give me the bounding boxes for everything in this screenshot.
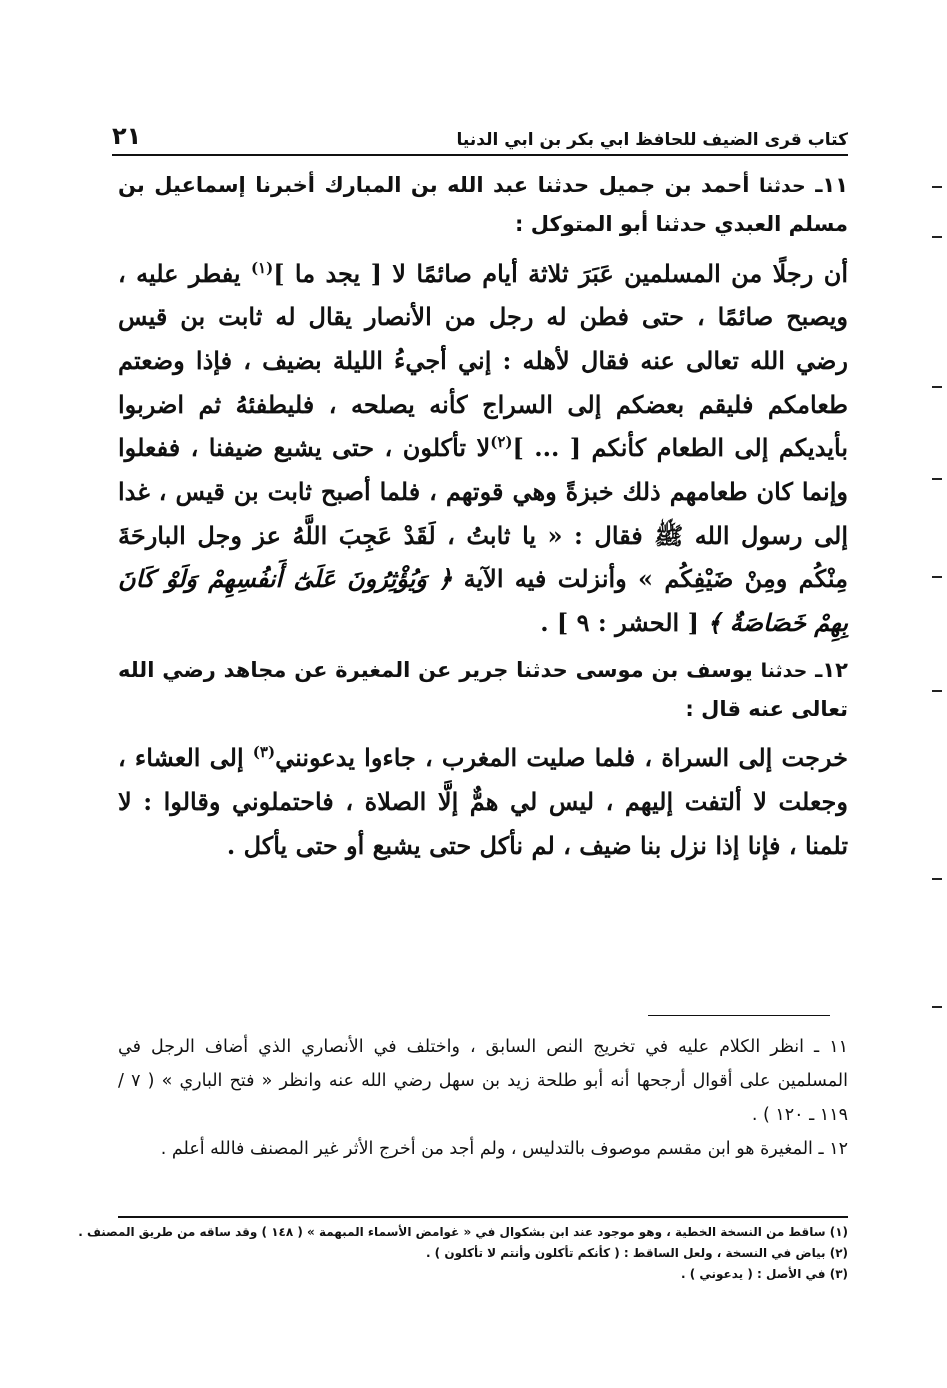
footnote-ref: (٣) [252,743,276,762]
margin-mark [932,386,942,388]
takhrij-notes [118,1030,848,1167]
hadith-number: ١٢ـ [815,657,848,682]
matn-text: أن رجلًا من المسلمين عَبَرَ ثلاثة أيام صائمًا لا [ يجد ما ] [273,258,848,288]
margin-mark [932,1006,942,1008]
note-12: ١٢ ـ المغيرة هو ابن مقسم موصوف بالتدليس ، ولم أجد من أخرج الأثر غير المصنف فالله أعلم . [160,1139,848,1160]
hadith-11-isnad [118,166,848,244]
footnote-rule [118,1216,848,1218]
footnote-2: (٢) بياض في النسخة ، ولعل الساقط : ( كأنكم تأكلون وأنتم لا تأكلون ) . [425,1246,848,1260]
note-11: ١١ ـ انظر الكلام عليه في تخريج النص السابق ، واختلف في الأنصاري الذي أضاف الرجل في المسلمين على أقوال أرجحها أنه أبو طلحة زيد بن سهل رضي الله عنه وانظر « فتح الباري » ( ٧ / ١١٩ ـ ١٢٠ ) . [118,1037,849,1126]
footnote-ref: (٢) [490,433,513,452]
notes-separator [648,1015,830,1016]
haddathana-mark: حدثنا [760,659,808,682]
page-number: ٢١ [112,122,142,150]
main-text [118,166,848,873]
margin-mark [932,186,942,188]
footnote-1: (١) ساقط من النسخة الخطية ، وهو موجود عند ابن بشكوال في « غوامض الأسماء المبهمة » ( ١٤٨ ) وقد ساقه من طريق المصنف . [78,1225,848,1239]
margin-mark [932,878,942,880]
matn-text: خرجت إلى السراة ، فلما صليت المغرب ، جاءوا يدعونني [275,743,848,773]
hadith-12-isnad [118,651,848,729]
header-rule [112,154,848,156]
book-title: كتاب قرى الضيف للحافظ ابي بكر بن ابي الدنيا [456,130,848,150]
hadith-number: ١١ـ [815,173,849,197]
footnote-3: (٣) في الأصل : ( يدعوني ) . [680,1267,848,1281]
hadith-11-matn [118,252,848,645]
footnotes [78,1222,848,1285]
isnad-text: يوسف بن موسى حدثنا جرير عن المغيرة عن مجاهد رضي الله تعالى عنه قال : [118,657,848,721]
running-header [112,110,848,150]
margin-mark [932,690,942,692]
verse-citation: [ الحشر : ٩ ] . [540,608,699,638]
matn-text: لا تأكلون ، حتى يشبع ضيفنا ، ففعلوا وإنما كان طعامهم ذلك خبزةً وهي قوتهم ، فلما أصبح ثابت بن قيس ، غدا إلى رسول الله ﷺ فقال : « يا ثابتُ ، لَقَدْ عَجِبَ اللَّهُ عز وجل البارحَةَ مِنْكُم ومِنْ ضَيْفِكُم » وأنزلت فيه الآية [118,433,849,594]
margin-mark [932,236,942,238]
margin-mark [932,478,942,480]
isnad-text: أحمد بن جميل حدثنا عبد الله بن المبارك أخبرنا إسماعيل بن مسلم العبدي حدثنا أبو المتوكل : [118,173,848,236]
margin-mark [932,576,942,578]
matn-text: إلى العشاء ، وجعلت لا ألتفت إليهم ، ليس لي همٌّ إلَّا الصلاة ، فاحتملوني وقالوا : لا تلمنا ، فإنا إذا نزل بنا ضيف ، لم نأكل حتى يشبع أو حتى يأكل . [118,743,848,860]
matn-text: يفطر عليه ، ويصبح صائمًا ، حتى فطن له رجل من الأنصار يقال له ثابت بن قيس رضي الله تعالى عنه فقال لأهله : إني أجيءُ الليلة بضيف ، فإذا وضعتم طعامكم فليقم بعضكم إلى السراج كأنه يصلحه ، فليطفئهُ ثم اضربوا بأيديكم إلى الطعام كأنكم [ ... ] [118,258,848,463]
footnote-ref: (١) [250,258,274,277]
hadith-12-matn [118,736,848,867]
haddathana-mark: حدثنا [759,175,806,197]
quran-verse: ﴿ وَيُؤْثِرُونَ عَلَىٰٓ أَنفُسِهِمْ وَلَوْ كَانَ بِهِمْ خَصَاصَةٌ ﴾ [118,564,848,638]
